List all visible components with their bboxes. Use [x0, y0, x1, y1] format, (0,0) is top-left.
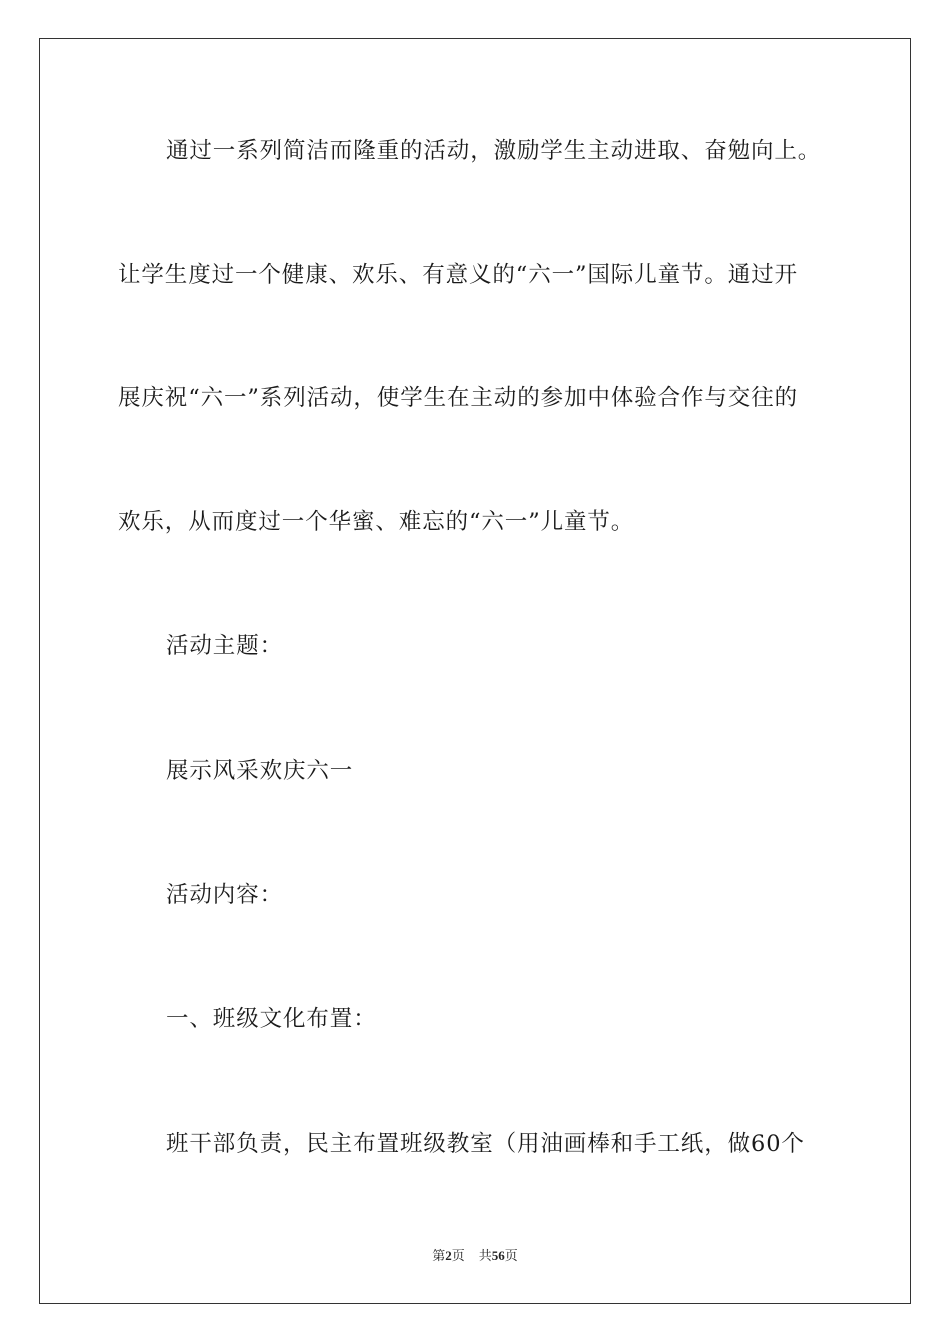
footer-total-prefix: 共 — [478, 1248, 492, 1263]
paragraph-line-5: 班干部负责，民主布置班级教室（用油画棒和手工纸，做60个 — [166, 1131, 805, 1157]
paragraph-line-2: 让学生度过一个健康、欢乐、有意义的“六一”国际儿童节。通过开 — [118, 262, 799, 288]
paragraph-line-4: 欢乐，从而度过一个华蜜、难忘的“六一”儿童节。 — [118, 509, 635, 535]
footer-page-suffix: 页 — [451, 1248, 465, 1263]
section-heading-theme: 活动主题： — [166, 633, 284, 659]
footer-total-suffix: 页 — [504, 1248, 518, 1263]
footer-total-pages: 56 — [491, 1248, 505, 1263]
paragraph-line-1: 通过一系列简洁而隆重的活动，激励学生主动进取、奋勉向上。 — [166, 138, 822, 164]
paragraph-line-3: 展庆祝“六一”系列活动，使学生在主动的参加中体验合作与交往的 — [118, 385, 799, 411]
theme-text: 展示风采欢庆六一 — [166, 758, 354, 784]
page-border — [39, 38, 911, 1304]
subsection-heading: 一、班级文化布置： — [166, 1006, 377, 1032]
section-heading-content: 活动内容： — [166, 882, 284, 908]
footer-page-number: 2 — [445, 1248, 452, 1263]
page-footer — [0, 1247, 950, 1265]
footer-page-prefix: 第 — [432, 1248, 446, 1263]
